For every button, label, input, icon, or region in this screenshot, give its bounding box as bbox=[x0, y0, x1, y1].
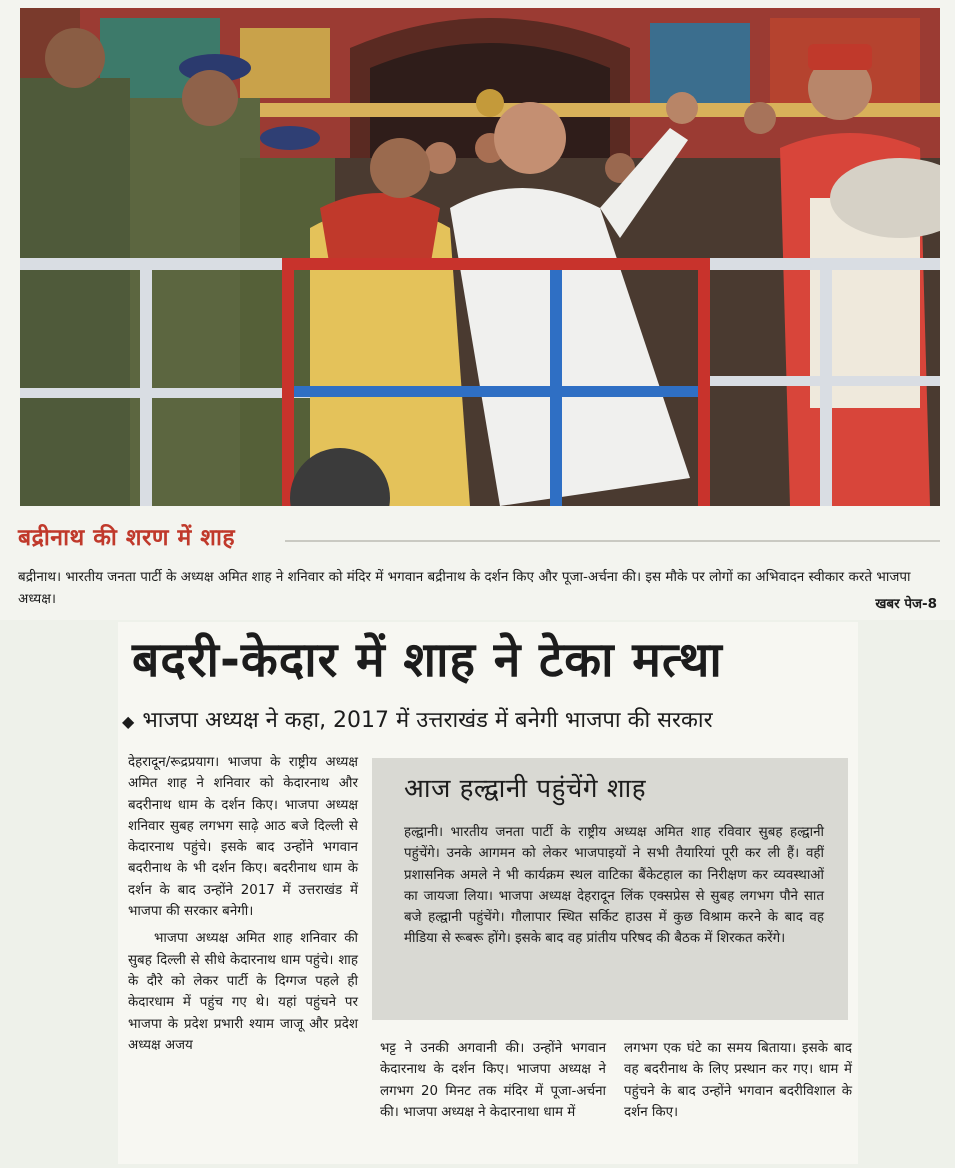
left-paragraph-2: भाजपा अध्यक्ष अमित शाह शनिवार की सुबह दिल्ली से सीधे केदारनाथ धाम पहुंचे। शाह के दौरे को लेकर पार्टी के दिग्गज पहले ही केदारधाम में पहुंच गए थे। यहां पहुंचने पर भाजपा के प्रदेश प्रभारी श्याम जाजू और प्रदेश अध्यक्ष अजय bbox=[128, 931, 358, 1053]
sidebar-box-title: आज हल्द्वानी पहुंचेंगे शाह bbox=[404, 774, 647, 804]
right-paragraph: लगभग एक घंटे का समय बिताया। इसके बाद वह बदरीनाथ के लिए प्रस्थान कर गए। धाम में पहुंचने के बाद उन्होंने भगवान बदरीविशाल के दर्शन किए। bbox=[624, 1041, 852, 1120]
article-middle-column bbox=[380, 1038, 606, 1123]
photo-caption-text: बद्रीनाथ। भारतीय जनता पार्टी के अध्यक्ष अमित शाह ने शनिवार को मंदिर में भगवान बद्रीनाथ के दर्शन किए और पूजा-अर्चना की। इस मौके पर लोगों का अभिवादन स्वीकार करते भाजपा अध्यक्ष। bbox=[18, 569, 911, 607]
article-left-column bbox=[128, 752, 358, 1056]
photo-caption-title: बद्रीनाथ की शरण में शाह bbox=[18, 525, 236, 551]
middle-paragraph: भट्ट ने उनकी अगवानी की। उन्होंने भगवान केदारनाथ के दर्शन किए। भाजपा अध्यक्ष ने लगभग 20 मिनट तक मंदिर में पूजा-अर्चना की। भाजपा अध्यक्ष ने केदारनाथा धाम में bbox=[380, 1041, 606, 1120]
news-photo bbox=[20, 8, 940, 506]
sidebar-box-text: हल्द्वानी। भारतीय जनता पार्टी के राष्ट्रीय अध्यक्ष अमित शाह रविवार सुबह हल्द्वानी पहुंचेंगे। उनके आगमन को लेकर भाजपाइयों ने सभी तैयारियां पूरी कर ली हैं। वहीं प्रशासनिक अमले ने भी कार्यक्रम स्थल वाटिका बैंकेटहाल का निरीक्षण कर व्यवस्थाओं का जायजा लिया। भाजपा अध्यक्ष देहरादून लिंक एक्सप्रेस से सुबह लगभग पौने सात बजे हल्द्वानी पहुंचेंगे। गौलापार स्थित सर्किट हाउस में कुछ विश्राम करने के बाद वह मीडिया से रूबरू होंगे। इसके बाद वह प्रांतीय परिषद की बैठक में शिरकत करेंगे। bbox=[404, 825, 824, 947]
photo-illustration bbox=[20, 8, 940, 506]
bullet-icon: ◆ bbox=[122, 712, 135, 731]
left-paragraph-1: देहरादून/रूद्रप्रयाग। भाजपा के राष्ट्रीय अध्यक्ष अमित शाह ने शनिवार को केदारनाथ और बदरीनाथ धाम के दर्शन किए। भाजपा अध्यक्ष शनिवार सुबह लगभग साढ़े आठ बजे दिल्ली से केदारनाथ पहुंचे। इसके बाद उन्होंने भगवान बदरीनाथ के भी दर्शन किए। बदरीनाथ धाम के दर्शन के बाद उन्होंने 2017 में उत्तराखंड में भाजपा की सरकार बनेगी। bbox=[128, 755, 358, 920]
article-headline: बदरी-केदार में शाह ने टेका मत्था bbox=[132, 632, 723, 688]
page-reference: खबर पेज-8 bbox=[875, 596, 937, 612]
caption-divider bbox=[285, 540, 940, 542]
article-subhead bbox=[122, 704, 856, 739]
article-subhead-text: भाजपा अध्यक्ष ने कहा, 2017 में उत्तराखंड में बनेगी भाजपा की सरकार bbox=[142, 708, 713, 733]
article-right-column bbox=[624, 1038, 852, 1123]
